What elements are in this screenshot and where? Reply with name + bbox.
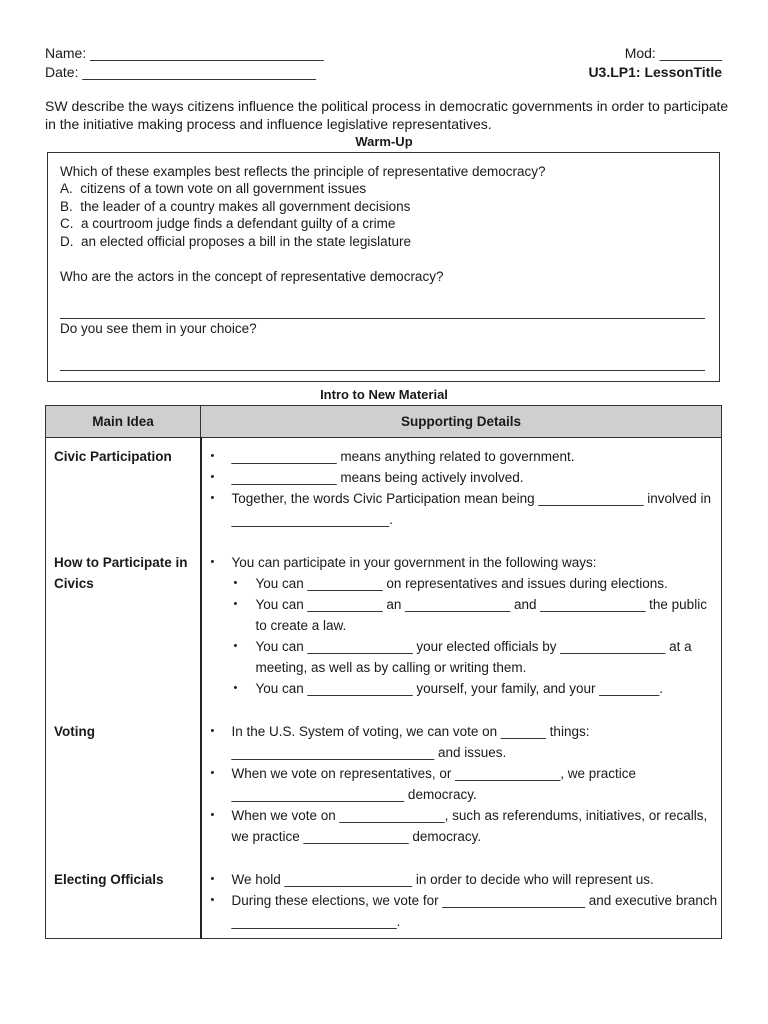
sub-list-item[interactable]: • You can ______________ your elected officials by ______________ at a meeting, as well as by calling or writing them. [232,636,722,678]
answer-line-1[interactable] [60,318,705,319]
details-how-to-participate [201,552,722,721]
list-item[interactable]: • We hold _________________ in order to decide who will represent us. [209,869,722,890]
main-idea-electing-officials: Electing Officials [46,869,201,939]
warmup-option-a[interactable]: A. citizens of a town vote on all government issues [60,181,367,196]
list-item[interactable]: • ______________ means anything related to government. [209,446,722,467]
list-item[interactable]: • Together, the words Civic Participation mean being ______________ involved in _____________________. [209,488,722,530]
mod-field[interactable]: Mod: ________ [624,45,722,61]
sub-list-item[interactable]: • You can ______________ yourself, your family, and your ________. [232,678,722,699]
warmup-box [47,152,720,382]
name-field[interactable]: Name: ______________________________ [45,45,324,61]
list-item-text: You can participate in your government in the following ways: [231,555,597,570]
table-row [46,721,722,869]
list-item[interactable]: • During these elections, we vote for ___________________ and executive branch ______________________. [209,890,722,932]
list-item[interactable]: • ______________ means being actively involved. [209,467,722,488]
warmup-question: Which of these examples best reflects the principle of representative democracy? [60,164,546,179]
sub-list-item[interactable]: • You can __________ an ______________ and ______________ the public to create a law. [232,594,722,636]
column-header-main-idea: Main Idea [46,406,201,438]
list-item[interactable]: • In the U.S. System of voting, we can vote on ______ things: ___________________________ and issues. [209,721,722,763]
intro-title: Intro to New Material [320,387,448,402]
main-idea-voting: Voting [46,721,201,869]
warmup-question-2: Who are the actors in the concept of representative democracy? [60,269,444,284]
details-civic-participation [201,438,722,553]
table-row [46,438,722,553]
objective-statement: SW describe the ways citizens influence the political process in democratic governments in order to participate in the initiative making process and influence legislative representatives. [45,98,729,132]
warmup-title: Warm-Up [355,134,413,149]
list-item[interactable]: • When we vote on ______________, such as referendums, initiatives, or recalls, we practice ______________ democracy. [209,805,722,847]
details-electing-officials [201,869,722,939]
sub-list-item[interactable]: • You can __________ on representatives and issues during elections. [232,573,722,594]
details-voting [201,721,722,869]
warmup-option-c[interactable]: C. a courtroom judge finds a defendant guilty of a crime [60,216,396,231]
main-idea-how-to-participate: How to Participate in Civics [46,552,201,721]
notes-table [45,405,722,939]
lesson-title: U3.LP1: LessonTitle [588,64,722,80]
column-header-supporting-details: Supporting Details [201,406,722,438]
list-item [209,552,722,699]
table-row [46,552,722,721]
warmup-option-b[interactable]: B. the leader of a country makes all government decisions [60,199,411,214]
date-field[interactable]: Date: ______________________________ [45,64,316,80]
warmup-option-d[interactable]: D. an elected official proposes a bill in the state legislature [60,234,411,249]
warmup-question-3: Do you see them in your choice? [60,321,257,336]
table-row [46,869,722,939]
main-idea-civic-participation: Civic Participation [46,438,201,553]
answer-line-2[interactable] [60,370,705,371]
list-item[interactable]: • When we vote on representatives, or ______________, we practice _______________________ democracy. [209,763,722,805]
